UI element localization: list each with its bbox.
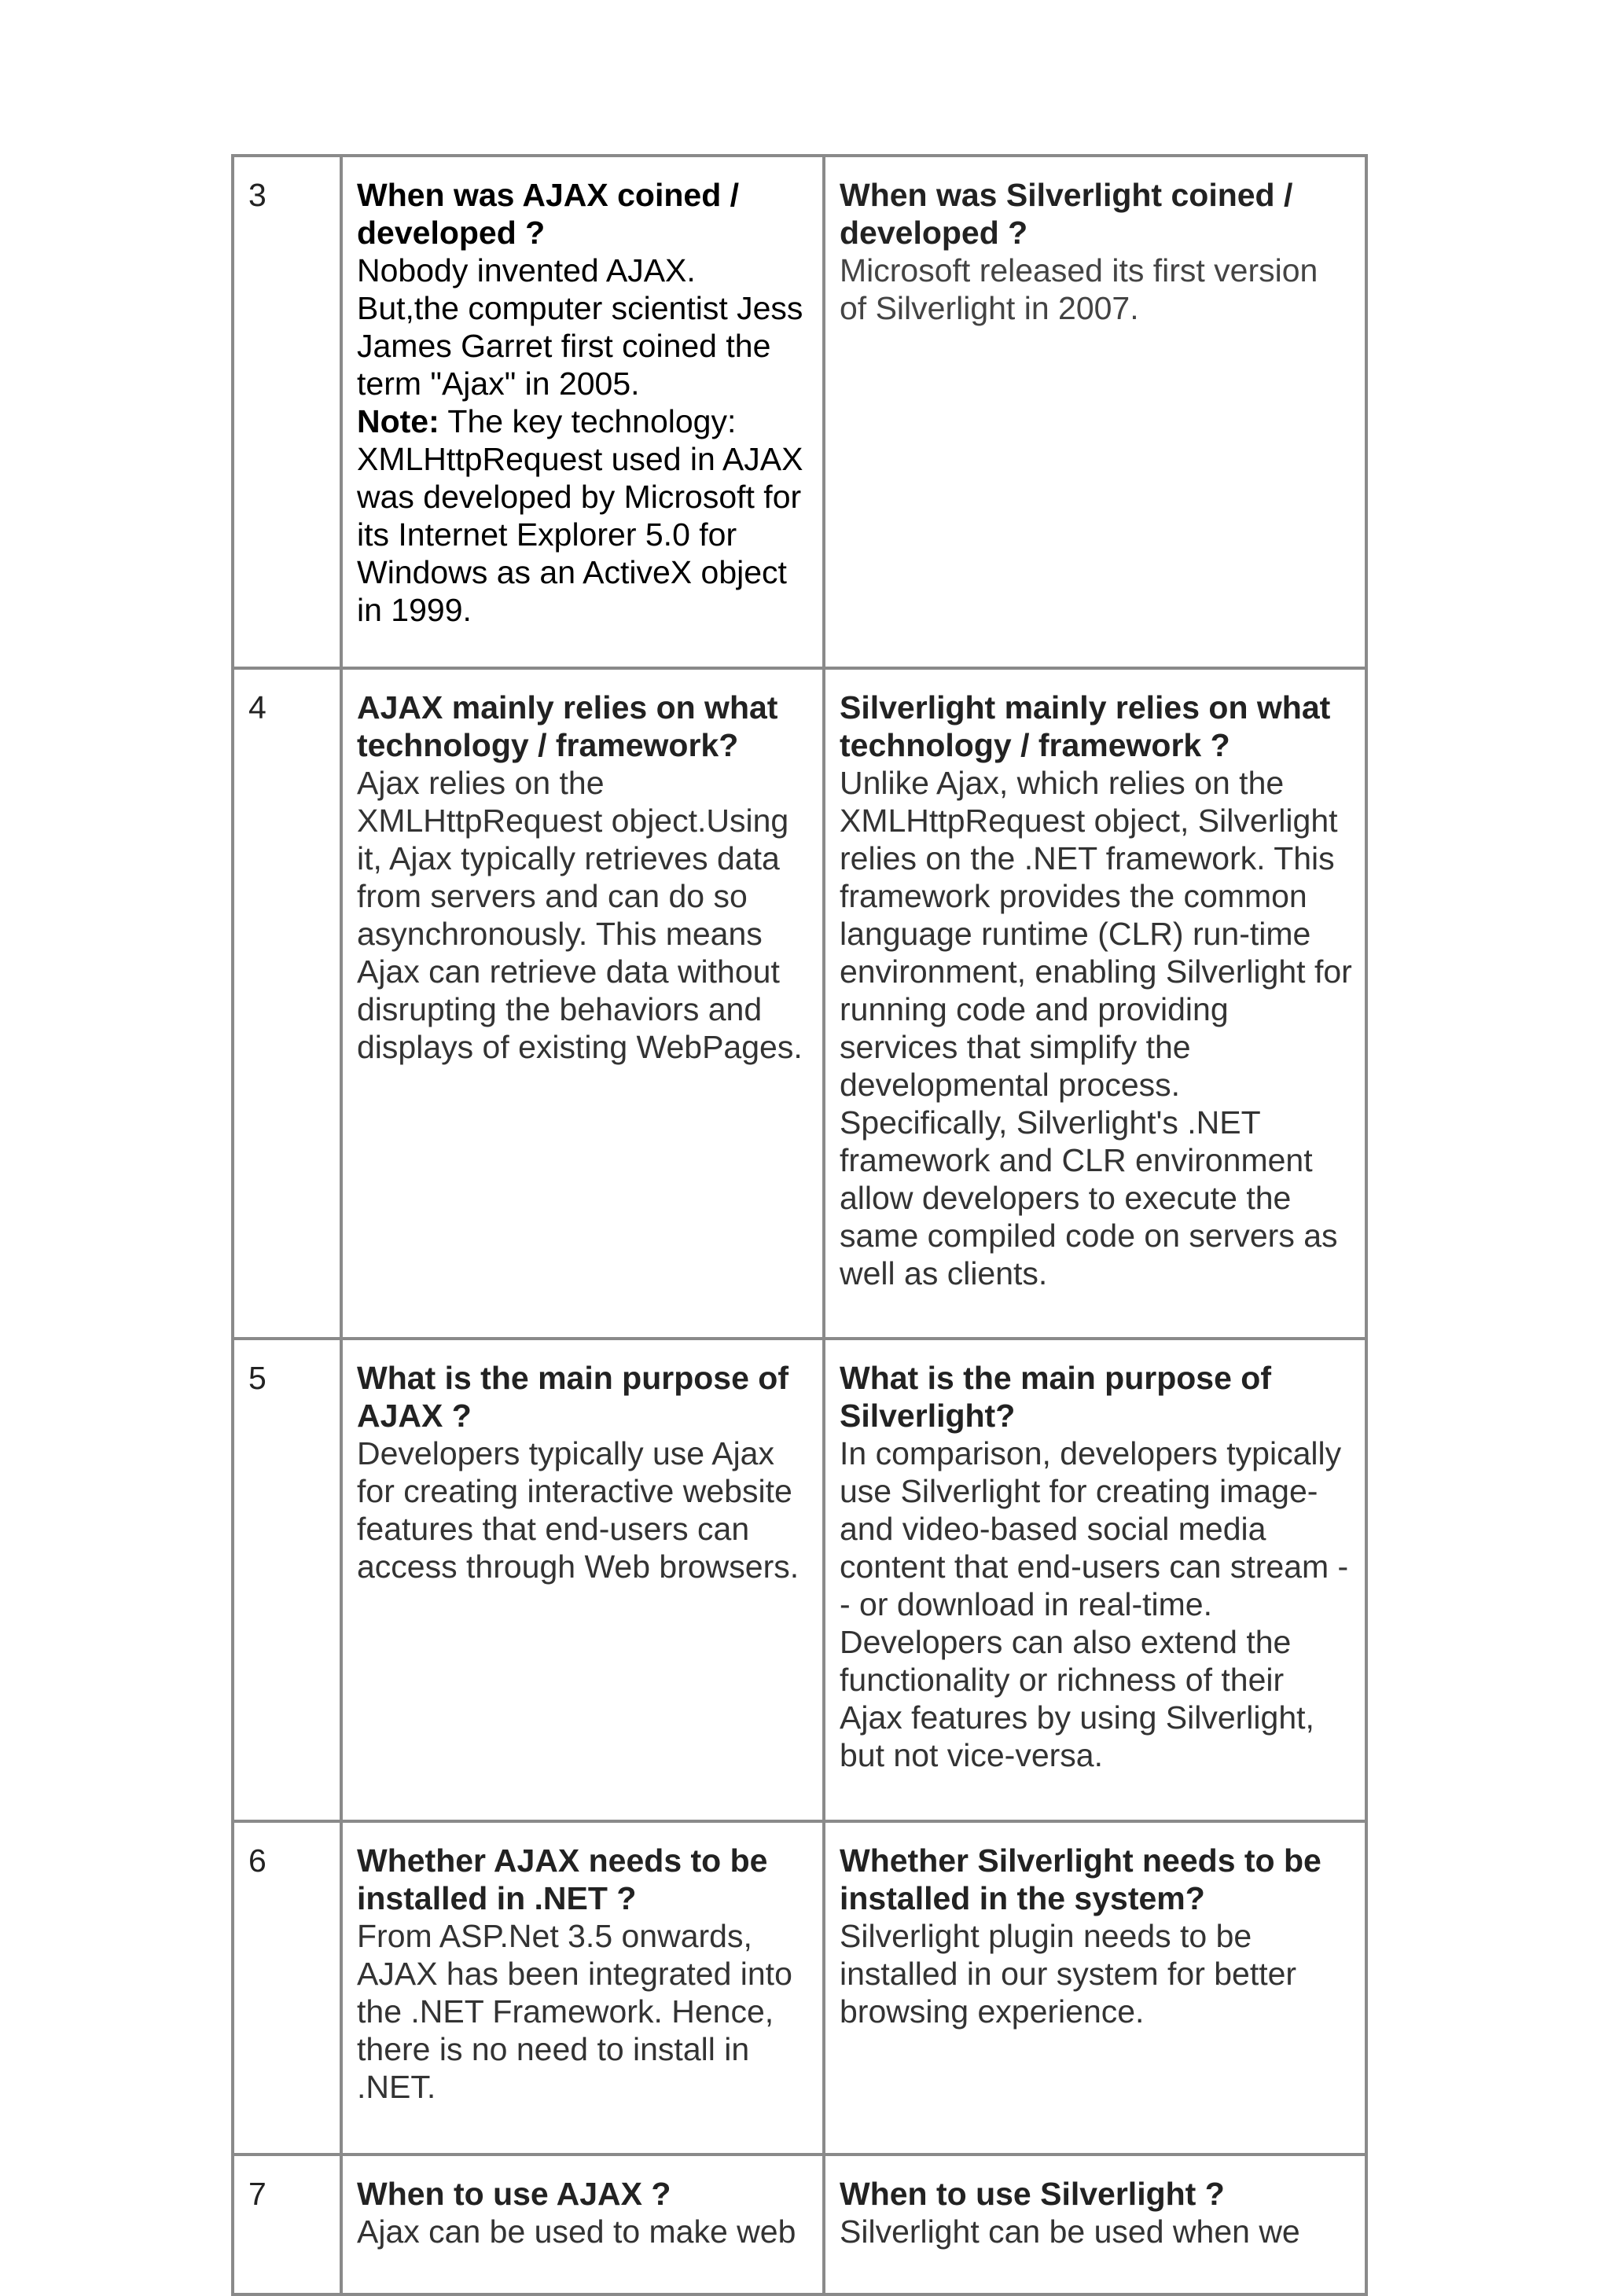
silverlight-answer: Silverlight can be used when we bbox=[840, 2213, 1300, 2250]
table-row bbox=[233, 2155, 1366, 2294]
table-row bbox=[233, 1821, 1366, 2155]
ajax-cell bbox=[341, 2155, 824, 2294]
ajax-question: AJAX mainly relies on what technology / framework? bbox=[357, 689, 778, 763]
note-label: Note: bbox=[357, 403, 439, 439]
silverlight-cell bbox=[824, 156, 1366, 668]
silverlight-cell bbox=[824, 1821, 1366, 2155]
row-number: 3 bbox=[233, 156, 341, 668]
silverlight-answer: Microsoft released its first version of Silverlight in 2007. bbox=[840, 252, 1318, 326]
silverlight-cell bbox=[824, 668, 1366, 1339]
silverlight-cell bbox=[824, 2155, 1366, 2294]
ajax-cell bbox=[341, 1339, 824, 1821]
ajax-question: When was AJAX coined / developed ? bbox=[357, 177, 740, 251]
silverlight-question: What is the main purpose of Silverlight? bbox=[840, 1360, 1271, 1434]
table-row bbox=[233, 668, 1366, 1339]
silverlight-question: When to use Silverlight ? bbox=[840, 2176, 1225, 2212]
row-number: 6 bbox=[233, 1821, 341, 2155]
note-text: The key technology: XMLHttpRequest used in AJAX was developed by Microsoft for its Internet Explorer 5.0 for Windows as an ActiveX object in 1999. bbox=[357, 403, 803, 628]
ajax-question: Whether AJAX needs to be installed in .NET ? bbox=[357, 1842, 768, 1916]
silverlight-answer: In comparison, developers typically use Silverlight for creating image- and video-based social media content that end-users can stream -- or download in real-time. Developers can also extend the functionality or richness of their Ajax features by using Silverlight, but not vice-versa. bbox=[840, 1435, 1349, 1773]
ajax-answer: Ajax can be used to make web bbox=[357, 2213, 796, 2250]
row-number: 4 bbox=[233, 668, 341, 1339]
ajax-answer: Developers typically use Ajax for creating interactive website features that end-users can access through Web browsers. bbox=[357, 1435, 799, 1585]
ajax-answer: From ASP.Net 3.5 onwards, AJAX has been integrated into the .NET Framework. Hence, there is no need to install in .NET. bbox=[357, 1918, 792, 2105]
row-number: 7 bbox=[233, 2155, 341, 2294]
silverlight-answer: Unlike Ajax, which relies on the XMLHttpRequest object, Silverlight relies on the .NET framework. This framework provides the common language runtime (CLR) run-time environment, enabling Silverlight for running code and providing services that simplify the developmental process. Specifically, Silverlight's .NET framework and CLR environment allow developers to execute the same compiled code on servers as well as clients. bbox=[840, 765, 1352, 1291]
comparison-table bbox=[231, 154, 1368, 2296]
silverlight-cell bbox=[824, 1339, 1366, 1821]
silverlight-answer: Silverlight plugin needs to be installed in our system for better browsing experience. bbox=[840, 1918, 1297, 2030]
silverlight-question: Silverlight mainly relies on what technology / framework ? bbox=[840, 689, 1331, 763]
ajax-question: What is the main purpose of AJAX ? bbox=[357, 1360, 788, 1434]
ajax-cell bbox=[341, 668, 824, 1339]
ajax-answer: Nobody invented AJAX. But,the computer scientist Jess James Garret first coined the term "Ajax" in 2005. bbox=[357, 252, 803, 402]
row-number: 5 bbox=[233, 1339, 341, 1821]
ajax-answer: Ajax relies on the XMLHttpRequest object.Using it, Ajax typically retrieves data from servers and can do so asynchronously. This means Ajax can retrieve data without disrupting the behaviors and displays of existing WebPages. bbox=[357, 765, 803, 1065]
ajax-note bbox=[357, 403, 803, 628]
ajax-question: When to use AJAX ? bbox=[357, 2176, 671, 2212]
ajax-cell bbox=[341, 156, 824, 668]
silverlight-question: When was Silverlight coined / developed ? bbox=[840, 177, 1293, 251]
table-row bbox=[233, 1339, 1366, 1821]
ajax-cell bbox=[341, 1821, 824, 2155]
table-row bbox=[233, 156, 1366, 668]
silverlight-question: Whether Silverlight needs to be installed in the system? bbox=[840, 1842, 1321, 1916]
